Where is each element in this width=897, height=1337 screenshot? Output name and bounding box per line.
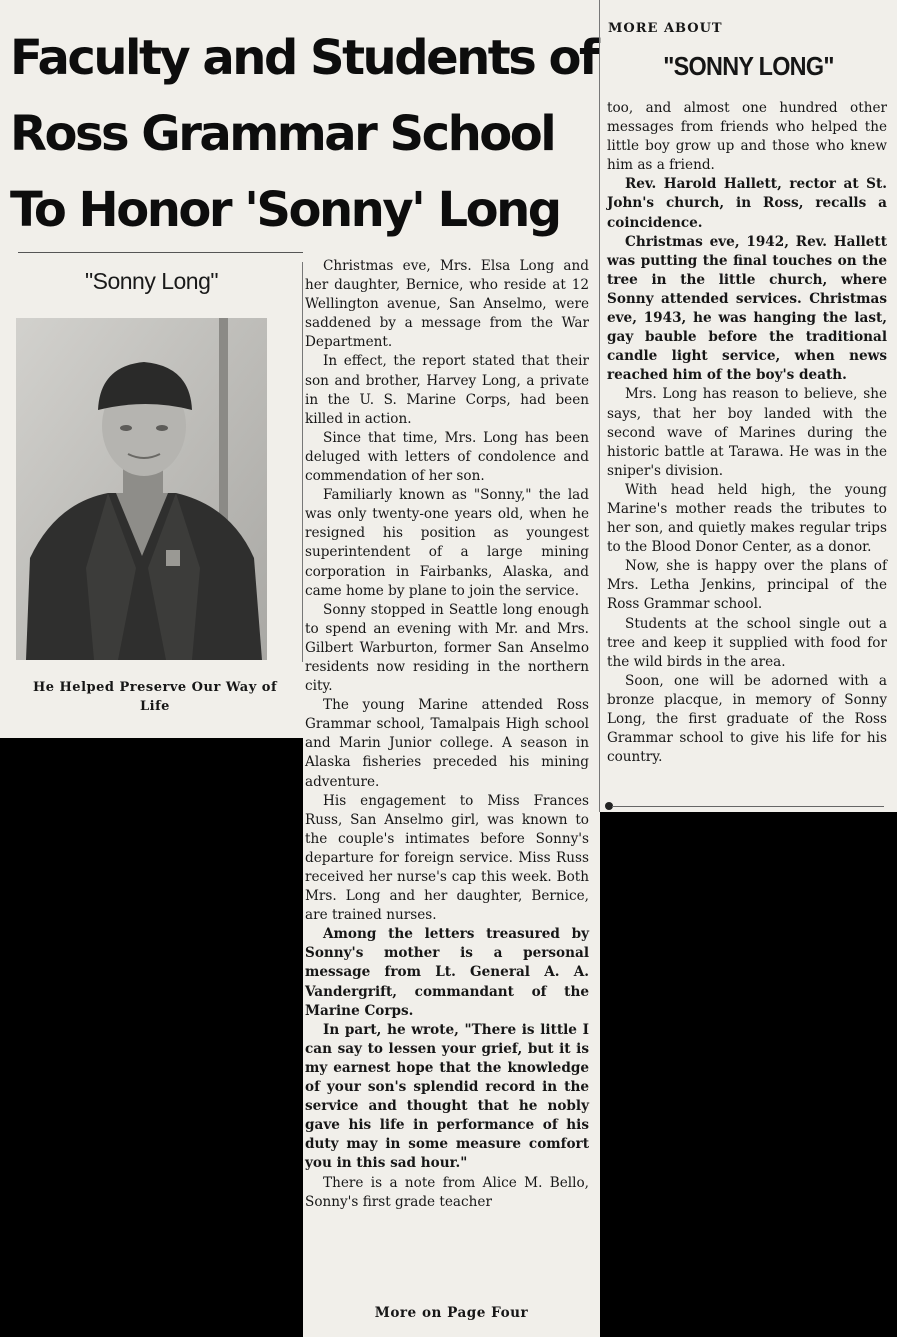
article-paragraph: There is a note from Alice M. Bello, Sonny's first grade teacher	[305, 1174, 589, 1210]
article-paragraph: His engagement to Miss Frances Russ, San Anselmo girl, was known to the couple's intimates before Sonny's departure for foreign service. Miss Russ received her nurse's cap this week. Both Mrs. Long and her daughter, Bernice, are trained nurses.	[305, 792, 589, 924]
continued-paragraph: Now, she is happy over the plans of Mrs. Letha Jenkins, principal of the Ross Grammar school.	[607, 558, 887, 613]
headline-line-2: Ross Grammar School	[10, 106, 555, 162]
jump-label: MORE ABOUT	[608, 21, 723, 36]
article-paragraph: Christmas eve, Mrs. Elsa Long and her daughter, Bernice, who reside at 12 Wellington avenue, San Anselmo, were saddened by a message from the War Department.	[305, 258, 589, 351]
continued-paragraph: too, and almost one hundred other messages from friends who helped the little boy grow up and those who knew him as a friend.	[607, 100, 887, 174]
continued-paragraph: Rev. Harold Hallett, rector at St. John's church, in Ross, recalls a coincidence.	[607, 176, 887, 231]
continuation-line: More on Page Four	[374, 1305, 529, 1321]
headline-line-3: To Honor 'Sonny' Long	[10, 182, 560, 238]
article-paragraph: In part, he wrote, "There is little I can say to lessen your grief, but it is my earnest hope that the knowledge of your son's splendid record in the service and thought that he nobly gave his life in performance of his duty may in some measure comfort you in this sad hour."	[305, 1021, 589, 1172]
headline-line-1: Faculty and Students of	[10, 30, 598, 86]
headline-rule	[18, 252, 303, 253]
continued-paragraph: Students at the school single out a tree and keep it supplied with food for the wild birds in the area.	[607, 615, 887, 670]
headline	[10, 20, 598, 248]
photo-caption: "Sonny Long"	[84, 268, 219, 294]
article-paragraph: Familiarly known as "Sonny," the lad was only twenty-one years old, when he resigned his position as youngest superintendent of a large mining corporation in Fairbanks, Alaska, and came home by plane to join the service.	[305, 487, 589, 599]
photo-cutline: He Helped Preserve Our Way of Life	[32, 680, 278, 714]
continued-paragraph: Soon, one will be adorned with a bronze placque, in memory of Sonny Long, the first graduate of the Ross Grammar school to give his life for his country.	[607, 672, 887, 766]
article-paragraph: Sonny stopped in Seattle long enough to spend an evening with Mr. and Mrs. Gilbert Warburton, former San Anselmo residents now residing in the northern city.	[305, 601, 589, 695]
column-rule	[599, 0, 600, 812]
article-paragraph: Since that time, Mrs. Long has been deluged with letters of condolence and commendation of her son.	[305, 429, 589, 485]
article-paragraph: Among the letters treasured by Sonny's mother is a personal message from Lt. General A. A. Vandergrift, commandant of the Marine Corps.	[305, 926, 589, 1019]
article-paragraph: In effect, the report stated that their son and brother, Harvey Long, a private in the U. S. Marine Corps, had been killed in action.	[305, 353, 589, 427]
continued-paragraph: Christmas eve, 1942, Rev. Hallett was putting the final touches on the tree in the little church, where Sonny attended services. Christmas eve, 1943, he was hanging the last, gay bauble before the traditional candle light service, when news reached him of the boy's death.	[607, 233, 887, 384]
portrait-illustration	[16, 318, 267, 660]
jump-title: "SONNY LONG"	[663, 51, 834, 81]
column-rule	[302, 262, 303, 662]
continued-article-body	[607, 99, 887, 767]
article-body	[305, 257, 589, 1212]
portrait-photo	[16, 318, 267, 660]
end-rule	[612, 806, 884, 807]
article-paragraph: The young Marine attended Ross Grammar school, Tamalpais High school and Marin Junior college. A season in Alaska fisheries preceded his mining adventure.	[305, 697, 589, 790]
continued-paragraph: Mrs. Long has reason to believe, she says, that her boy landed with the second wave of Marines during the historic battle at Tarawa. He was in the sniper's division.	[607, 386, 887, 479]
continued-paragraph: With head held high, the young Marine's mother reads the tributes to her son, and quietly makes regular trips to the Blood Donor Center, as a donor.	[607, 481, 887, 556]
